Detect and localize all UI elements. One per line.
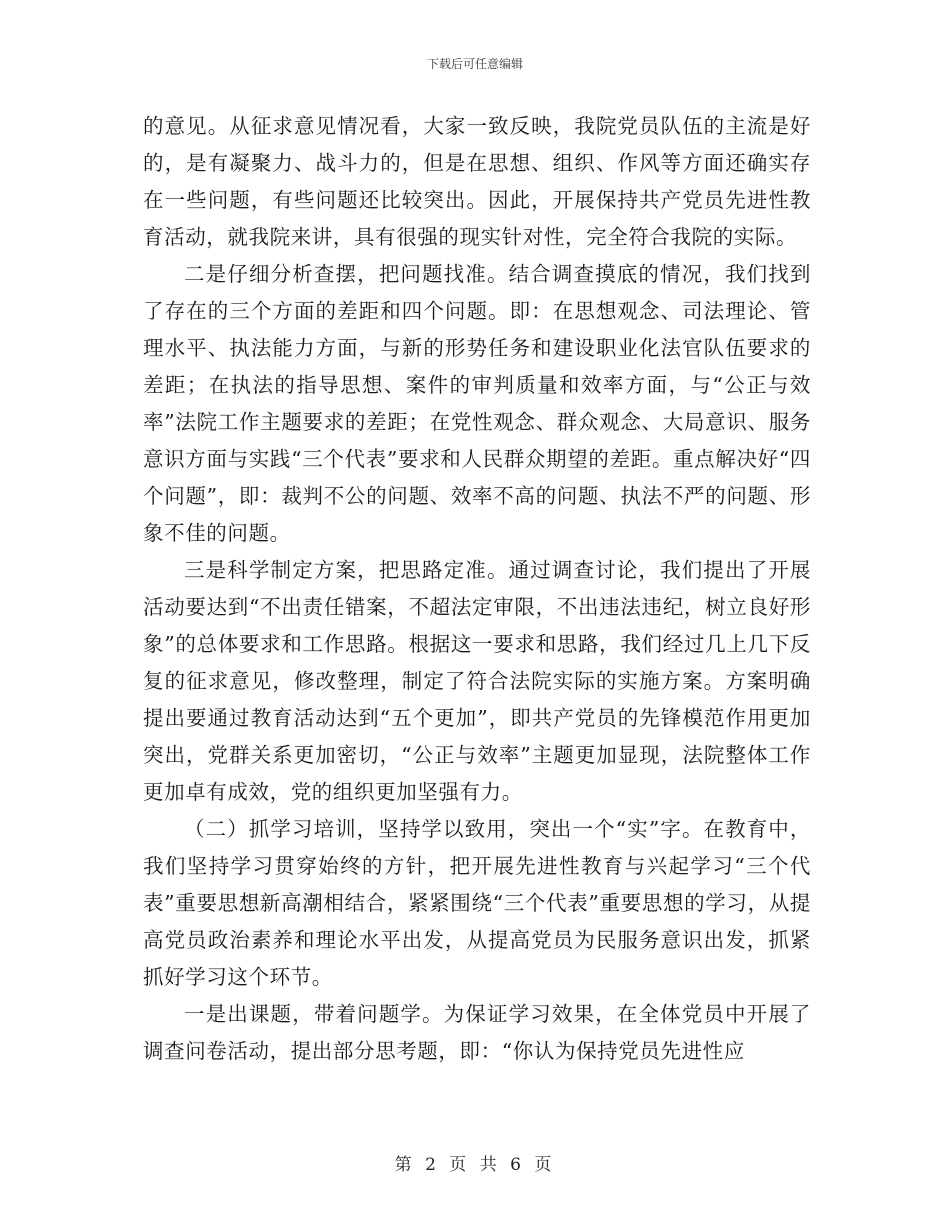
page-header: 下载后可任意编辑 [426, 57, 523, 71]
paragraph-3: 三是科学制定方案，把思路定准。通过调查讨论，我们提出了开展活动要达到“不出责任错案，不超法定审限，不出违法违纪，树立良好形象”的总体要求和工作思路。根据这一要求和思路，我们经过几上几下反复的征求意见，修改整理，制定了符合法院实际的实施方案。方案明确提出要通过教育活动达到“五个更加”，即共产党员的先锋模范作用更加突出，党群关系更加密切，“公正与效率”主题更加显现，法院整体工作更加卓有成效，党的组织更加坚强有力。 [143, 558, 811, 804]
page-number-footer: 第 2 页 共 6 页 [394, 1155, 556, 1175]
paragraph-5: 一是出课题，带着问题学。为保证学习效果，在全体党员中开展了调查问卷活动，提出部分思考题，即：“你认为保持党员先进性应 [143, 1002, 811, 1063]
paragraph-1: 的意见。从征求意见情况看，大家一致反映，我院党员队伍的主流是好的，是有凝聚力、战斗力的，但是在思想、组织、作风等方面还确实存在一些问题，有些问题还比较突出。因此，开展保持共产党员先进性教育活动，就我院来讲，具有很强的现实针对性，完全符合我院的实际。 [143, 114, 811, 249]
paragraph-2: 二是仔细分析查摆，把问题找准。结合调查摸底的情况，我们找到了存在的三个方面的差距和四个问题。即：在思想观念、司法理论、管理水平、执法能力方面，与新的形势任务和建设职业化法官队伍要求的差距；在执法的指导思想、案件的审判质量和效率方面，与“公正与效率”法院工作主题要求的差距；在党性观念、群众观念、大局意识、服务意识方面与实践“三个代表”要求和人民群众期望的差距。重点解决好“四个问题”，即：裁判不公的问题、效率不高的问题、执法不严的问题、形象不佳的问题。 [143, 262, 811, 545]
paragraph-4: （二）抓学习培训，坚持学以致用，突出一个“实”字。在教育中，我们坚持学习贯穿始终的方针，把开展先进性教育与兴起学习“三个代表”重要思想新高潮相结合，紧紧围绕“三个代表”重要思想的学习，从提高党员政治素养和理论水平出发，从提高党员为民服务意识出发，抓紧抓好学习这个环节。 [143, 817, 811, 989]
document-body [143, 108, 811, 1070]
